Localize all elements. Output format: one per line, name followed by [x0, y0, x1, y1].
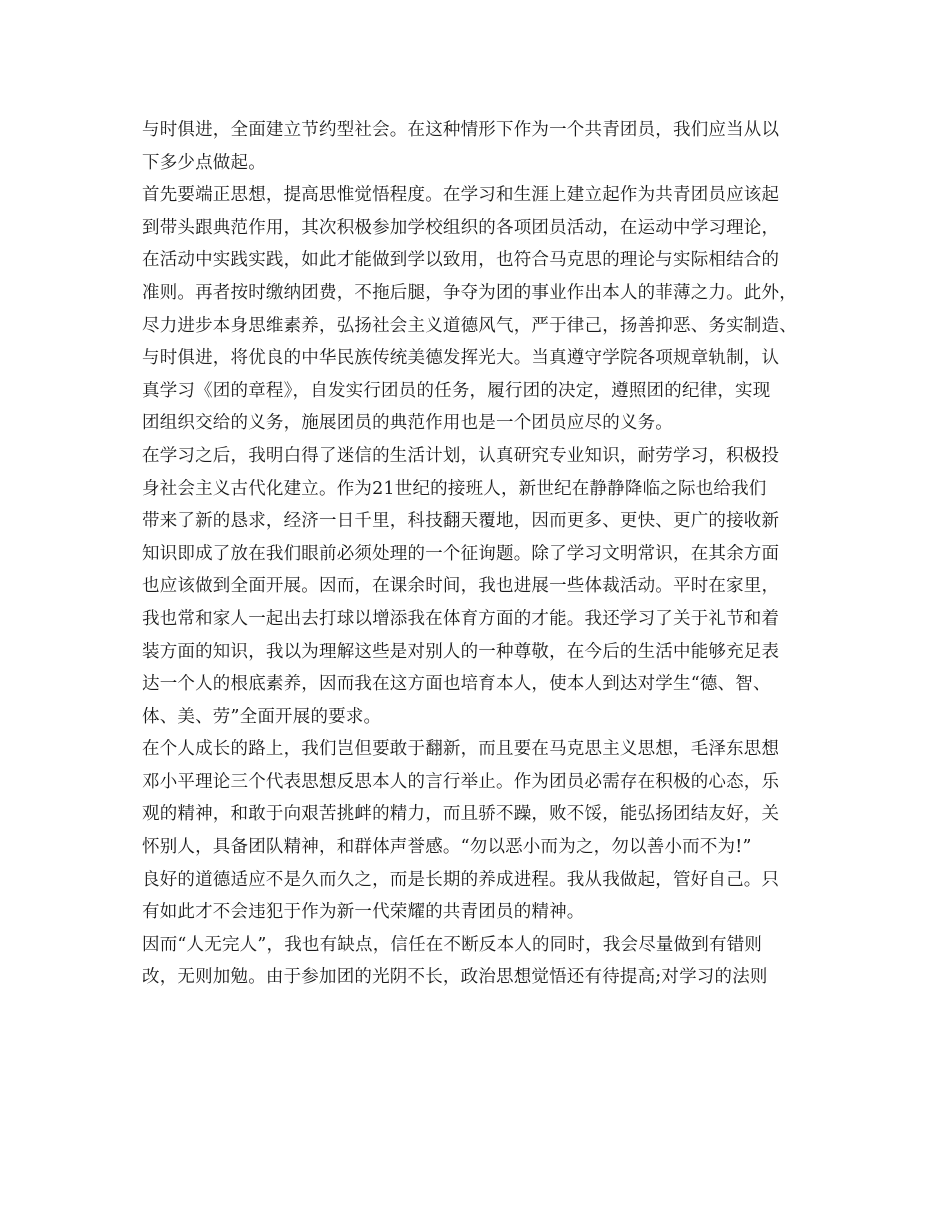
text-line: 改，无则加勉。由于参加团的光阴不长，政治思想觉悟还有待提高;对学习的法则 — [142, 967, 768, 988]
text-line: 到带头跟典范作用，其次积极参加学校组织的各项团员活动，在运动中学习理论， — [142, 217, 780, 238]
text-line: 带来了新的恳求，经济一日千里，科技翻天覆地，因而更多、更快、更广的接收新 — [142, 511, 780, 532]
text-line: 身社会主义古代化建立。作为21世纪的接班人，新世纪在静静降临之际也给我们 — [142, 478, 767, 499]
text-line: 我也常和家人一起出去打球以增添我在体育方面的才能。我还学习了关于礼节和着 — [142, 608, 780, 629]
text-line: 在活动中实践实践，如此才能做到学以致用，也符合马克思的理论与实际相结合的 — [142, 250, 780, 271]
document-body — [142, 114, 808, 994]
text-line: 邓小平理论三个代表思想反思本人的言行举止。作为团员必需存在积极的心态，乐 — [142, 771, 780, 792]
text-line: 装方面的知识，我以为理解这些是对别人的一种尊敬，在今后的生活中能够充足表 — [142, 641, 780, 662]
text-line: 准则。再者按时缴纳团费，不拖后腿，争夺为团的事业作出本人的菲薄之力。此外， — [142, 282, 797, 303]
text-line: 在个人成长的路上，我们岂但要敢于翻新，而且要在马克思主义思想，毛泽东思想 — [142, 739, 780, 760]
text-line: 体、美、劳”全面开展的要求。 — [142, 706, 382, 727]
text-line: 怀别人，具备团队精神，和群体声誉感。“勿以恶小而为之，勿以善小而不为!” — [142, 837, 752, 858]
text-line: 真学习《团的章程》，自发实行团员的任务，履行团的决定，遵照团的纪律，实现 — [142, 380, 771, 401]
text-line: 知识即成了放在我们眼前必须处理的一个征询题。除了学习文明常识，在其余方面 — [142, 543, 780, 564]
text-line: 观的精神，和敢于向艰苦挑衅的精力，而且骄不躁，败不馁，能弘扬团结友好，关 — [142, 804, 780, 825]
text-line: 与时俱进，全面建立节约型社会。在这种情形下作为一个共青团员，我们应当从以 — [142, 120, 780, 140]
text-line: 团组织交给的义务，施展团员的典范作用也是一个团员应尽的义务。 — [142, 413, 673, 434]
text-line: 达一个人的根底素养，因而我在这方面也培育本人，使本人到达对学生“德、智、 — [142, 674, 771, 695]
text-line: 下多少点做起。 — [142, 152, 266, 173]
text-line: 也应该做到全面开展。因而，在课余时间，我也进展一些体裁活动。平时在家里， — [142, 576, 780, 597]
text-line: 有如此才不会违犯于作为新一代荣耀的共青团员的精神。 — [142, 902, 585, 923]
text-line: 首先要端正思想，提高思惟觉悟程度。在学习和生涯上建立起作为共青团员应该起 — [142, 185, 780, 206]
text-line: 与时俱进，将优良的中华民族传统美德发挥光大。当真遵守学院各项规章轨制，认 — [142, 348, 780, 369]
text-line: 尽力进步本身思维素养，弘扬社会主义道德风气，严于律己，扬善抑恶、务实制造、 — [142, 315, 797, 336]
text-line: 因而“人无完人”，我也有缺点，信任在不断反本人的同时，我会尽量做到有错则 — [142, 934, 763, 955]
text-line: 在学习之后，我明白得了迷信的生活计划，认真研究专业知识，耐劳学习，积极投 — [142, 445, 780, 466]
text-line: 良好的道德适应不是久而久之，而是长期的养成进程。我从我做起，管好自己。只 — [142, 869, 780, 890]
